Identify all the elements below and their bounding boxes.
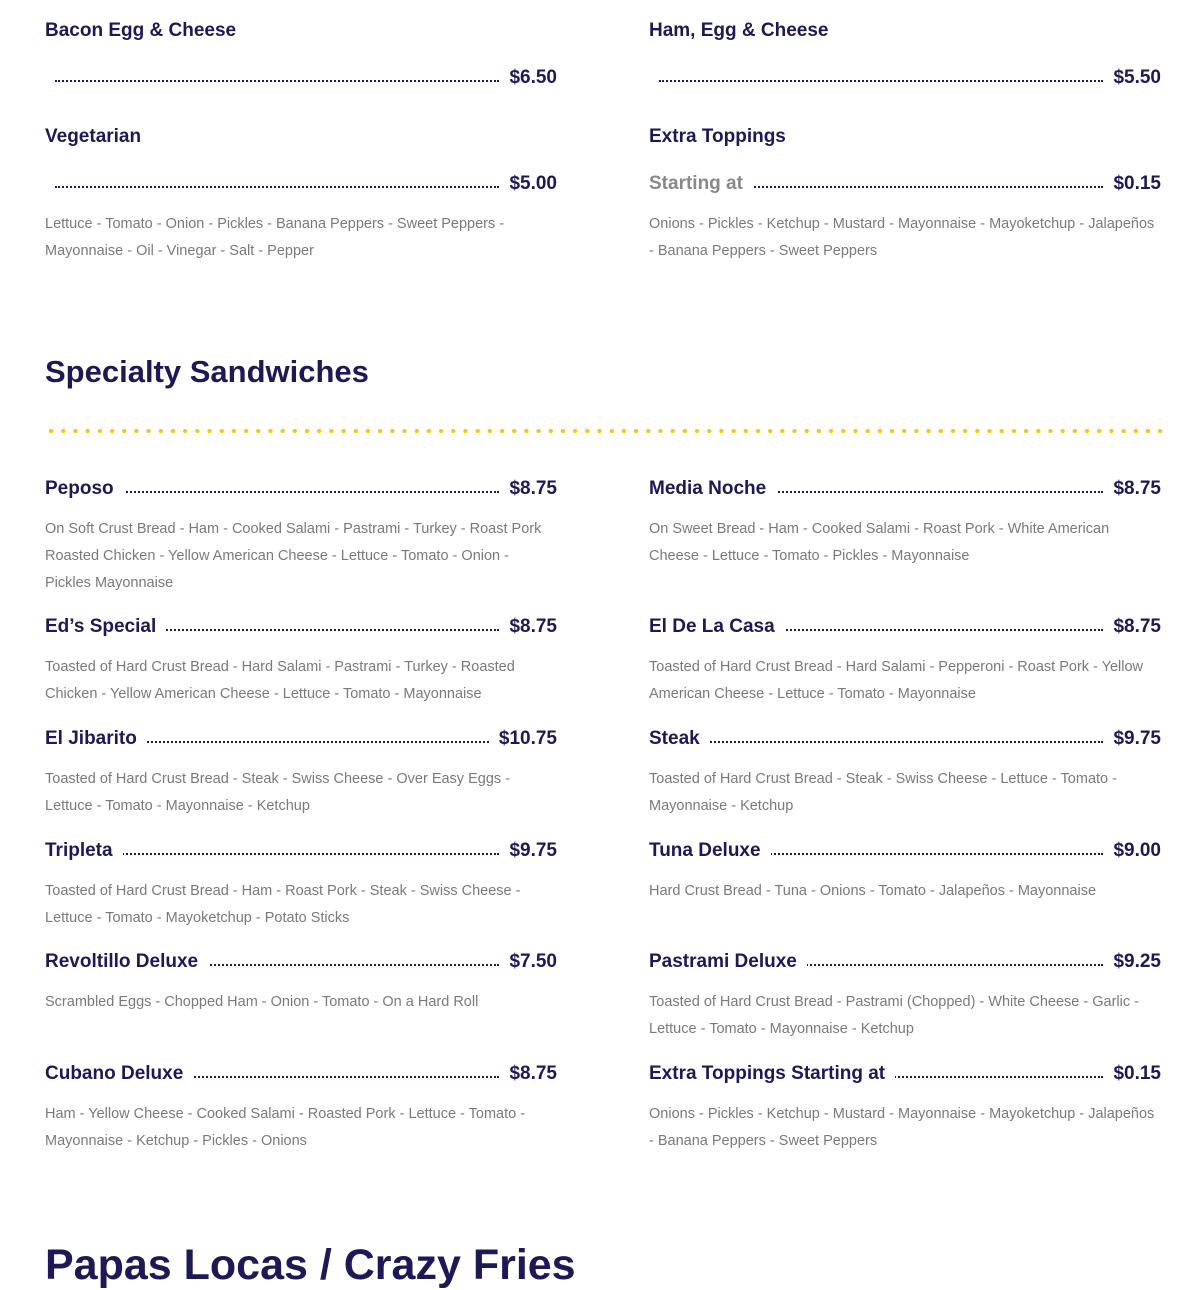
menu-item — [649, 474, 1161, 570]
item-description: On Soft Crust Bread - Ham - Cooked Salami - Pastrami - Turkey - Roast Pork Roasted Chicken - Yellow American Cheese - Lettuce - Tomato - Onion - Pickles Mayonnaise — [45, 521, 542, 591]
item-description: Toasted of Hard Crust Bread - Hard Salami - Pepperoni - Roast Pork - Yellow American Cheese - Lettuce - Tomato - Mayonnaise — [649, 659, 1144, 702]
item-description: Onions - Pickles - Ketchup - Mustard - Mayonnaise - Mayoketchup - Jalapeños - Banana Peppers - Sweet Peppers — [649, 216, 1155, 259]
item-name: El Jibarito — [45, 724, 147, 754]
item-description: Toasted of Hard Crust Bread - Steak - Swiss Cheese - Over Easy Eggs - Lettuce - Tomato - Mayonnaise - Ketchup — [45, 771, 510, 814]
item-description: Hard Crust Bread - Tuna - Onions - Tomato - Jalapeños - Mayonnaise — [649, 883, 1097, 899]
item-name: Media Noche — [649, 474, 776, 504]
item-price: $0.15 — [1103, 1059, 1161, 1089]
item-name: Ed’s Special — [45, 612, 166, 642]
item-price: $9.25 — [1103, 947, 1161, 977]
item-price: $9.75 — [499, 836, 557, 866]
menu-item — [649, 1059, 1161, 1155]
item-price: $8.75 — [499, 1059, 557, 1089]
menu-item — [45, 724, 557, 820]
item-price: $9.00 — [1103, 836, 1161, 866]
item-name-bacon-egg-cheese: Bacon Egg & Cheese — [45, 20, 237, 41]
item-price: $6.50 — [499, 63, 557, 93]
item-name-extra-toppings: Extra Toppings — [649, 126, 786, 147]
item-description: Scrambled Eggs - Chopped Ham - Onion - Tomato - On a Hard Roll — [45, 994, 479, 1010]
item-name: Steak — [649, 724, 710, 754]
item-description: Ham - Yellow Cheese - Cooked Salami - Roasted Pork - Lettuce - Tomato - Mayonnaise - Ketchup - Pickles - Onions — [45, 1106, 526, 1149]
item-name: Peposo — [45, 474, 124, 504]
menu-item-extra-toppings — [649, 169, 1161, 265]
item-price: $0.15 — [1103, 169, 1161, 199]
menu-item — [649, 724, 1161, 820]
item-name: Tripleta — [45, 836, 123, 866]
item-description: Toasted of Hard Crust Bread - Steak - Swiss Cheese - Lettuce - Tomato - Mayonnaise - Ketchup — [649, 771, 1117, 814]
section-divider-dots — [45, 429, 1165, 433]
item-price: $8.75 — [499, 612, 557, 642]
menu-item — [649, 612, 1161, 708]
item-price: $5.50 — [1103, 63, 1161, 93]
item-name: Extra Toppings Starting at — [649, 1059, 895, 1089]
item-description: Onions - Pickles - Ketchup - Mustard - Mayonnaise - Mayoketchup - Jalapeños - Banana Peppers - Sweet Peppers — [649, 1106, 1155, 1149]
menu-item — [45, 474, 557, 597]
item-price: $5.00 — [499, 169, 557, 199]
item-name: Pastrami Deluxe — [649, 947, 807, 977]
menu-item — [45, 836, 557, 932]
item-price: $9.75 — [1103, 724, 1161, 754]
item-price: $10.75 — [489, 724, 557, 754]
item-description: Toasted of Hard Crust Bread - Hard Salami - Pastrami - Turkey - Roasted Chicken - Yellow American Cheese - Lettuce - Tomato - Mayonnaise — [45, 659, 515, 702]
menu-item-ham-egg-cheese — [649, 63, 1161, 93]
item-name: El De La Casa — [649, 612, 785, 642]
menu-item-bacon-egg-cheese — [45, 63, 557, 93]
item-description: On Sweet Bread - Ham - Cooked Salami - Roast Pork - White American Cheese - Lettuce - Tomato - Pickles - Mayonnaise — [649, 521, 1110, 564]
item-price: $8.75 — [499, 474, 557, 504]
menu-item-vegetarian — [45, 169, 557, 265]
item-name: Revoltillo Deluxe — [45, 947, 208, 977]
item-name-vegetarian: Vegetarian — [45, 126, 142, 147]
section-title-papas-locas: Papas Locas / Crazy Fries — [45, 1241, 576, 1289]
menu-item — [649, 947, 1161, 1043]
item-price: $7.50 — [499, 947, 557, 977]
dotted-leader — [55, 80, 499, 82]
item-price: $8.75 — [1103, 612, 1161, 642]
menu-item — [649, 836, 1161, 905]
section-title-specialty-sandwiches: Specialty Sandwiches — [45, 354, 369, 389]
menu-item — [45, 612, 557, 708]
dotted-leader — [55, 186, 499, 188]
item-description: Toasted of Hard Crust Bread - Ham - Roast Pork - Steak - Swiss Cheese - Lettuce - Tomato - Mayoketchup - Potato Sticks — [45, 883, 521, 926]
item-name: Cubano Deluxe — [45, 1059, 193, 1089]
item-description: Toasted of Hard Crust Bread - Pastrami (Chopped) - White Cheese - Garlic - Lettuce - Tomato - Mayonnaise - Ketchup — [649, 994, 1139, 1037]
item-name: Tuna Deluxe — [649, 836, 771, 866]
menu-item — [45, 1059, 557, 1155]
item-name-ham-egg-cheese: Ham, Egg & Cheese — [649, 20, 829, 41]
starting-at-label: Starting at — [649, 169, 753, 199]
menu-item — [45, 947, 557, 1016]
item-price: $8.75 — [1103, 474, 1161, 504]
dotted-leader — [659, 741, 1103, 743]
dotted-leader — [659, 80, 1103, 82]
item-description: Lettuce - Tomato - Onion - Pickles - Banana Peppers - Sweet Peppers - Mayonnaise - Oil - Vinegar - Salt - Pepper — [45, 216, 505, 259]
